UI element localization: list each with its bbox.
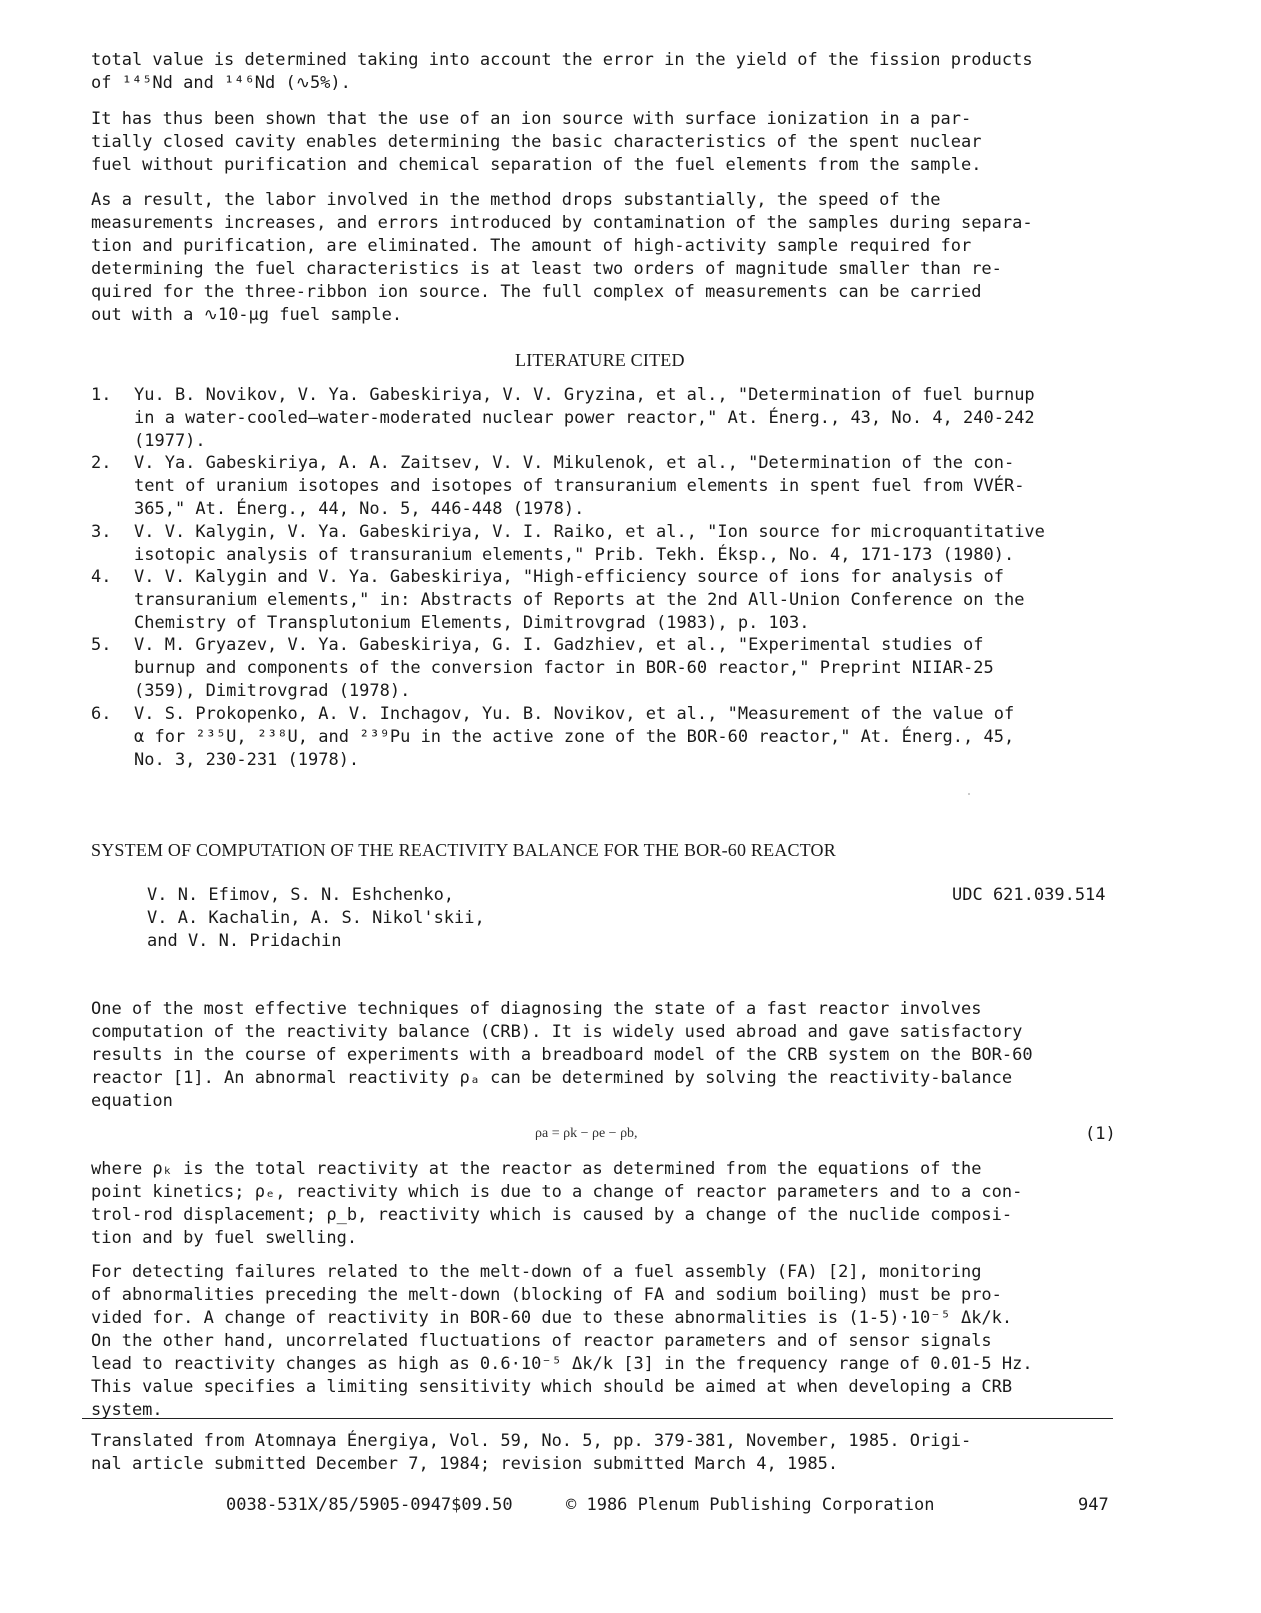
article-paragraph-3: For detecting failures related to the melt-down of a fuel assembly (FA) [2], monitoring of abnormalities preceding the melt-down (blocking of FA and sodium boiling) must be pro- vided for. A change of reactivity in BOR-60 due to these abnormalities is (1-5)·10⁻⁵ Δk/k. On the other hand, uncorrelated fluctuations of reactor parameters and of sensor signals lead to reactivity changes as high as 0.6·10⁻⁵ Δk/k [3] in the frequency range of 0.01-5 Hz. This value specifies a limiting sensitivity which should be aimed at when developing a CRB system. [91,1262,1033,1420]
reference-text: V. S. Prokopenko, A. V. Inchagov, Yu. B. Novikov, et al., "Measurement of the value of α for ²³⁵U, ²³⁸U, and ²³⁹Pu in the active zone of the BOR-60 reactor," At. Énerg., 45, No. 3, 230-231 (1978). [134,704,1015,770]
translation-footnote: Translated from Atomnaya Énergiya, Vol. 59, No. 5, pp. 379-381, November, 1985. Origi- nal article submitted December 7, 1984; revision submitted March 4, 1985. [91,1431,972,1474]
reference-number: 3. [91,522,112,542]
reference-number: 6. [91,704,112,724]
reference-number: 4. [91,567,112,587]
udc-code: UDC 621.039.514 [952,885,1106,905]
article-paragraph-1: One of the most effective techniques of diagnosing the state of a fast reactor involves computation of the reactivity balance (CRB). It is widely used abroad and gave satisfactory results in the course of experiments with a breadboard model of the CRB system on the BOR-60 reactor [1]. An abnormal reactivity ρₐ can be determined by solving the reactivity-balance equation [91,999,1033,1111]
literature-cited-heading: LITERATURE CITED [515,350,685,370]
article-authors: V. N. Efimov, S. N. Eshchenko, V. A. Kachalin, A. S. Nikol'skii, and V. N. Pridachin [147,885,485,951]
reference-text: V. Ya. Gabeskiriya, A. A. Zaitsev, V. V. Mikulenok, et al., "Determination of the con- tent of uranium isotopes and isotopes of transuranium elements in spent fuel from VVÉR- 365," At. Énerg., 44, No. 5, 446-448 (1978). [134,453,1025,519]
page-number: 947 [1078,1495,1109,1515]
article-paragraph-2: where ρₖ is the total reactivity at the reactor as determined from the equations of the point kinetics; ρₑ, reactivity which is due to a change of reactor parameters and to a con- trol-rod displacement; ρ_b, reactivity which is caused by a change of the nuclide composi- tion and by fuel swelling. [91,1159,1023,1248]
reference-number: 5. [91,635,112,655]
publication-code: 0038-531X/85/5905-0947$09.50 [226,1495,513,1515]
reference-number: 2. [91,453,112,473]
article-title: SYSTEM OF COMPUTATION OF THE REACTIVITY BALANCE FOR THE BOR-60 REACTOR [91,840,836,860]
copyright-notice: © 1986 Plenum Publishing Corporation [566,1495,935,1515]
reference-text: V. M. Gryazev, V. Ya. Gabeskiriya, G. I. Gadzhiev, et al., "Experimental studies of burnup and components of the conversion factor in BOR-60 reactor," Preprint NIIAR-25 (359), Dimitrovgrad (1978). [134,635,994,701]
equation-number: (1) [1085,1124,1116,1144]
reference-text: V. V. Kalygin, V. Ya. Gabeskiriya, V. I. Raiko, et al., "Ion source for microquantitative isotopic analysis of transuranium elements," Prib. Tekh. Éksp., No. 4, 171-173 (1980). [134,522,1045,565]
body-paragraph-1: It has thus been shown that the use of an ion source with surface ionization in a par- tially closed cavity enables determining the basic characteristics of the spent nuclear fuel without purification and chemical separation of the fuel elements from the sample. [91,109,982,175]
reference-text: V. V. Kalygin and V. Ya. Gabeskiriya, "High-efficiency source of ions for analysis of transuranium elements," in: Abstracts of Reports at the 2nd All-Union Conference on the Chemistry of Transplutonium Elements, Dimitrovgrad (1983), p. 103. [134,567,1025,633]
footnote-divider [82,1418,1113,1419]
scan-speck [968,793,970,795]
intro-fragment: total value is determined taking into account the error in the yield of the fission products of ¹⁴⁵Nd and ¹⁴⁶Nd (∿5%). [91,50,1033,93]
body-paragraph-2: As a result, the labor involved in the method drops substantially, the speed of the measurements increases, and errors introduced by contamination of the samples during separa- tion and purification, are eliminated. The amount of high-activity sample required for determining the fuel characteristics is at least two orders of magnitude smaller than re- quired for the three-ribbon ion source. The full complex of measurements can be carried out with a ∿10-μg fuel sample. [91,190,1033,325]
reactivity-balance-equation: ρa = ρk − ρe − ρb, [535,1126,638,1141]
reference-text: Yu. B. Novikov, V. Ya. Gabeskiriya, V. V. Gryzina, et al., "Determination of fuel burnup in a water-cooled—water-moderated nuclear power reactor," At. Énerg., 43, No. 4, 240-242 (1977). [134,385,1035,451]
reference-number: 1. [91,385,112,405]
